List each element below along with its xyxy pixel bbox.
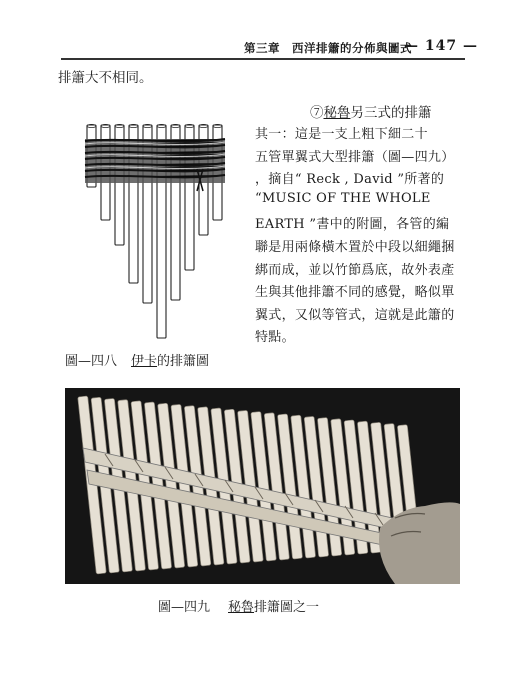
figure-148-caption-rest: 的排簫圖 — [157, 354, 210, 369]
intro-line: 排簫大不相同。 — [58, 70, 153, 86]
paragraph-line: 特點。 — [255, 330, 295, 346]
running-header — [244, 38, 478, 58]
paragraph-line: 其一：這是一支上粗下細二十 — [255, 127, 428, 142]
figure-149-caption-place: 秘魯 — [228, 600, 255, 615]
paragraph-line: 翼式，又似等管式，這就是此簫的 — [255, 307, 455, 323]
figure-149-caption — [158, 596, 319, 615]
section-place-name: 秘魯 — [323, 105, 351, 121]
figure-148-panpipe-drawing — [71, 117, 231, 342]
page-number: — 147 — — [404, 38, 478, 54]
figure-149-panpipe-photo — [65, 388, 460, 584]
section-title — [310, 101, 432, 121]
header-rule — [61, 58, 465, 60]
figure-149-label: 圖—四九 — [158, 600, 211, 615]
section-title-rest: 另三式的排簫 — [350, 105, 432, 121]
figure-148-label: 圖—四八 — [65, 354, 118, 369]
figure-148-caption-place: 伊卡 — [131, 354, 158, 369]
figure-149-caption-rest: 排簫圖之一 — [254, 600, 320, 615]
body-paragraph — [255, 123, 460, 349]
paragraph-line: 五管單翼式大型排簫（圖—四九） — [255, 149, 455, 165]
paragraph-line: 綁而成，並以竹節爲底，故外表產 — [255, 262, 455, 278]
paragraph-line: 生與其他排簫不同的感覺，略似單 — [255, 285, 455, 301]
section-number: ⑦ — [310, 105, 324, 121]
paragraph-line: EARTH ”書中的附圖，各管的編 — [255, 217, 450, 233]
chapter-title: 第三章 西洋排簫的分佈與圖式 — [244, 41, 412, 55]
paragraph-line: “MUSIC OF THE WHOLE — [255, 190, 431, 206]
figure-148-caption — [65, 350, 209, 369]
paragraph-line: ，摘自“ Reck , David ”所著的 — [255, 172, 445, 188]
paragraph-line: 聯是用兩條橫木置於中段以細繩捆 — [255, 239, 455, 255]
